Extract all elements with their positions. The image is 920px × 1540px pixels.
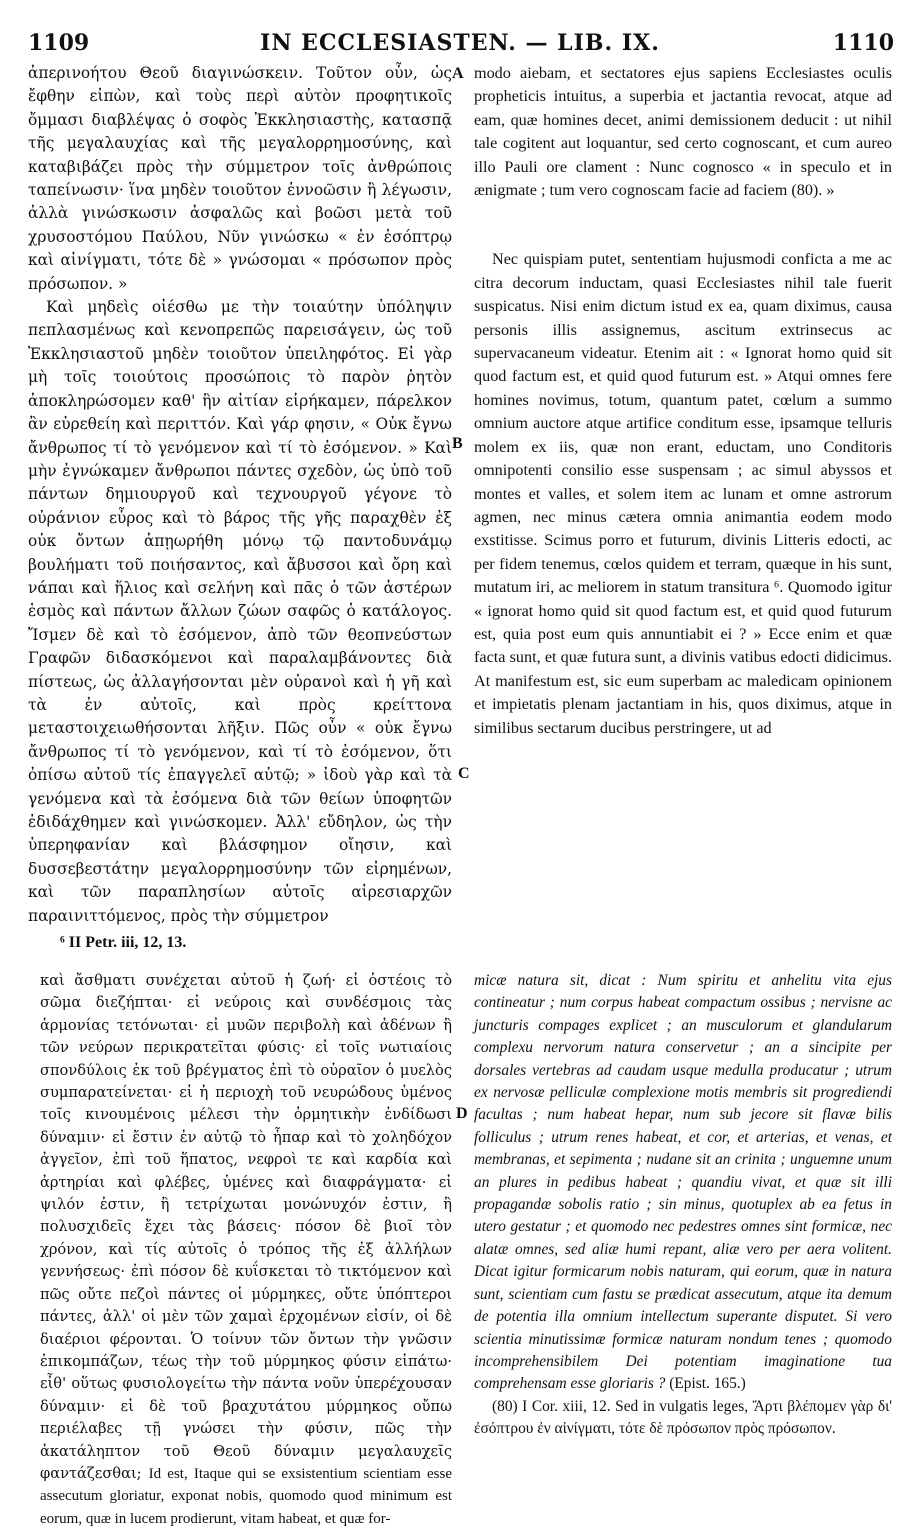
latin-column-top [474,62,892,740]
footnote: ⁶ II Petr. iii, 12, 13. [60,934,187,951]
latin-italic-note [474,970,892,1396]
latin-italic-body: micæ natura sit, dicat : Num spiritu et anhelitu vita ejus contineatur ; num corpus habeat compactum ossibus ; nervisne ac juncturis compages explicet ; an musculorum et glandularum complexu nervorum natura conservetur ; an a sincipite per dorsales vertebras ad caudam usque medulla producatur ; utrum ex nervosæ pelliculæ complexione motis membris sit progrediendi facultas ; num habeat hepar, num sub jecore sit flavæ bilis folliculus ; utrum renes habeat, et cor, et arterias, et venas, et membranas, et sepimenta ; nudane sit an crinita ; unguemne unum an plures in pedibus habeat ; quandiu vivat, et quæ sit illi propagandæ sobolis ratio ; sin minus, quotuplex ab ea fetus in utero gestatur ; et quomodo nec pedestres omnes sint formicæ, nec alatæ omnes, sed aliæ humi repant, aliæ vero per aera volitent. Dicat igitur formicarum nobis naturam, qui eorum, quæ in natura sunt, scientiam cum fastu se prædicat assecutum, atque ita demum de potentia illa omnium intellectum superante disputet. Si vero scientia minutissimæ formicæ naturam nondum tenes ; quomodo incomprehensibilem Dei potentiam imaginatione tua comprehensam esse gloriaris ? [474,972,892,1393]
right-page-number: 1110 [832,30,894,56]
greek-note-text [40,970,452,1530]
paragraph-gap [474,202,892,248]
latin-paragraph: modo aiebam, et sectatores ejus sapiens Ecclesiastes oculis propheticis intuitus, a superbia et jactantia revocat, atque ad eam, quæ homines decet, animi demissionem deducit : ut nihil tale cogitent aut loquantur, sed certo cognoscant, et cum aureo illo Pauli ore clament : Nunc cognosco « in speculo et in ænigmate ; tum vero cognoscam facie ad faciem (80). » [474,64,892,200]
latin-column-bottom [474,970,892,1441]
note-80: (80) I Cor. xiii, 12. Sed in vulgatis leges, Ἄρτι βλέπομεν γὰρ δι' ἐσόπτρου ἐν αἰνίγματι, τότε δὲ πρόσωπον πρὸς πρόσωπον. [474,1397,892,1438]
margin-letter-d: D [456,1105,468,1122]
greek-column-top [28,62,452,928]
margin-letter-b: B [452,435,463,452]
greek-paragraph: Καὶ μηδεὶς οἰέσθω με τὴν τοιαύτην ὑπόληψιν πεπλασμένως καὶ κενοπρεπῶς παρεισάγειν, ὡς τοῦ Ἐκκλησιαστοῦ μηδὲν τοιοῦτον ὑπειληφότος. Εἰ γὰρ μὴ τοῖς τοιούτοις προσώποις τὸ παρὸν ῥητὸν ἀποκληρώσομεν καθ' ἣν αἰτίαν εἰρήκαμεν, πάρελκον ἂν εὑρεθείη καὶ περιττόν. Καὶ γάρ φησιν, « Οὐκ ἔγνω ἄνθρωπος τί τὸ γενόμενον καὶ τί τὸ ἐσόμενον. » Καὶ μὴν ἐγνώκαμεν ἄνθρωποι πάντες σχεδὸν, ὡς ὑπὸ τοῦ πάντων δημιουργοῦ καὶ τεχνουργοῦ γέγονε τὸ οὐράνιον εὖρος καὶ τὸ βάρος τῆς γῆς παραχθὲν ἐξ οὐκ ὄντων ἀπῃωρήθη μόνῳ τῷ παντοδυνάμῳ βουλήματι τοῦ ποιήσαντος, καὶ ἄβυσσοι καὶ ὄρη καὶ νάπαι καὶ ἥλιος καὶ σελήνη καὶ πᾶς ὁ τῶν ἀστέρων ἑσμὸς καὶ πάντων ἄλλων ζώων σαφῶς ὁ κατάλογος. Ἴσμεν δὲ καὶ τὸ ἐσόμενον, ἀπὸ τῶν θεοπνεύστων Γραφῶν διδασκόμενοι καὶ παραλαμβάνοντες διὰ πίστεως, ὡς ἀλλαγήσονται μὲν οὐρανοὶ καὶ ἡ γῆ καὶ τὰ ἐν αὐτοῖς, καὶ πρὸς κρείττονα μεταστοιχειωθήσονται λῆξιν. Πῶς οὖν « οὐκ ἔγνω ἄνθρωπος τί τὸ γενόμενον, καὶ τί τὸ ἐσόμενον, ὅτι ὀπίσω αὐτοῦ τίς ἐπαγγελεῖ αὐτῷ; » ἰδοὺ γὰρ καὶ τὰ γενόμενα καὶ τὰ ἐσόμενα διὰ τῶν θείων ὑποφητῶν ἐδιδάχθημεν καὶ γινώσκομεν. Ἀλλ' εὔδηλον, ὡς τὴν ὑπερηφανίαν καὶ βλάσφημον οἴησιν, καὶ δυσσεβεστάτην μεγαλορρημοσύνην τῶν εἰρημένων, καὶ τῶν παραπλησίων αὐτοῖς αἱρεσιαρχῶν παραινιττόμενος, πρὸς τὴν σύμμετρον [28,298,452,925]
epistle-reference: (Epist. 165.) [669,1375,746,1393]
greek-note-body: καὶ ἄσθματι συνέχεται αὐτοῦ ἡ ζωή· εἰ ὀστέοις τὸ σῶμα διεζήπται· εἰ νεύροις καὶ συνδέσμοις τὰς ἁρμονίας τετόνωται· εἰ μυῶν περιβολὴ καὶ ἀδένων ἢ τῶν νεύρων περικρατεῖται φύσις· εἰ τοῖς νωτιαίοις σπονδύλοις ἐκ τοῦ βρέγματος ἐπὶ τὸ οὐραῖον ὁ μυελὸς συμπαρατείνεται· εἰ ἡ περιοχὴ τοῦ νευρώδους ὑμένος τοῖς κινουμένοις μέλεσι τὴν ὁρμητικὴν ἐνδίδωσι δύναμιν· εἰ ἔστιν ἐν αὐτῷ τὸ ἧπαρ καὶ τὸ χοληδόχον ἀγγεῖον, ἐπὶ τοῦ ἥπατος, νεφροὶ τε καὶ καρδία καὶ ἀρτηρίαι καὶ φλέβες, ὑμένες καὶ διαφράγματα· εἰ ψιλόν ἐστιν, ἢ τετρίχωται μονώνυχόν ἐστιν, ἢ πολυσχιδεῖς ἔχει τὰς βάσεις· πόσον δὲ βιοῖ τὸν χρόνον, καὶ τίς αὐτοῖς ὁ τρόπος τῆς ἐξ ἀλλήλων γεννήσεως· ἐπὶ πόσον δὲ κυΐσκεται τὸ τικτόμενον καὶ πῶς οὔτε πεζοὶ πάντες οἱ μύρμηκες, οὔτε ὑπόπτεροι πάντες, ἀλλ' οἱ μὲν τῶν χαμαὶ ἐρχομένων εἰσίν, οἱ δὲ διαέριοι φέρονται. Ὁ τοίνυν τῶν ὄντων τὴν γνῶσιν ἐπικομπάζων, τέως τὴν τοῦ μύρμηκος φύσιν εἰπάτω· εἶθ' οὕτως φυσιολογείτω τὴν πάντα νοῦν ὑπερέχουσαν δύναμιν· εἰ δὲ τοῦ βραχυτάτου μύρμηκος οὔπω περιέλαβες τῇ γνώσει τὴν φύσιν, πῶς τὴν ἀκατάληπτον τοῦ Θεοῦ δύναμιν μεγαλαυχεῖς φαντάζεσθαι; [40,972,452,1482]
greek-paragraph: ἀπερινοήτου Θεοῦ διαγινώσκειν. Τοῦτον οὖν, ὡς ἔφθην εἰπὼν, καὶ τοὺς περὶ αὐτὸν προφητικοῖς ὄμμασι διαβλέψας ὁ σοφὸς Ἐκκλησιαστὴς, κατασπᾷ τῆς μεγαλαυχίας καὶ τῆς μεγαλορρημοσύνης, καὶ καταβιβάζει πρὸς τὴν σύμμετρον τοῖς ἀνθρώποις ταπείνωσιν· ἵνα μηδὲν τοιοῦτον ἐννοῶσιν ἢ λέγωσιν, ἀλλὰ γινώσκωσιν ἀσφαλῶς καὶ βοῶσι μετὰ τοῦ χρυσοστόμου Παύλου, Νῦν γινώσκω « ἐν ἐσόπτρῳ καὶ αἰνίγματι, τότε δὲ » γνώσομαι « πρόσωπον πρὸς πρόσωπον. » [28,64,452,293]
latin-inline-note: Id est, Itaque qui se exsistentium scientiam esse assecutum gloriatur, exponat nobis, quomodo quod minimum est eorum, quæ in lucem prodierunt, vitam habeat, et quæ for- [40,1465,452,1527]
running-title: IN ECCLESIASTEN. — LIB. IX. [260,30,660,56]
latin-paragraph: Nec quispiam putet, sententiam hujusmodi conficta a me ac citra decorum inductam, quasi Ecclesiastes nihil tale fuerit suspicatus. Nisi enim dictum istud ex ea, quam diximus, causa personis illis assignemus, ascitum extrinsecus ac supervacaneum videatur. Etenim ait : « Ignorat homo quid sit quod factum est, et quid quod futurum est. » Atqui omnes fere homines novimus, totum, quantum patet, cœlum a summo omnium auctore atque artifice conditum esse, ipsamque telluris molem ex iis, quæ non erant, eductam, uno Conditoris omnipotenti consilio esse suspensam ; ac simul abyssos et montes et valles, et solem item ac lunam et omne astrorum agmen, nec minus cætera omnia animantia eodem modo exstitisse. Scimus porro et futurum, divinis Litteris edocti, ac per fidem tenemus, cœlos quidem et terram, quæque in his sunt, mutatum iri, ac meliorem in statum transitura ⁶. Quomodo igitur « ignorat homo quid sit quod factum est, et quid quod futurum est, quia post eum quis annuntiabit ei ? » Ecce enim et quæ facta sunt, et quæ futura sunt, a divinis vatibus edocti didicimus. At manifestum est, sic eum superbam ac maledicam opinionem et impietatis plenam jactantiam in his, quos diximus, atque in similibus sectarum ducibus perstringere, ut ad [474,250,892,737]
left-page-number: 1109 [28,30,90,56]
margin-letter-c: C [458,765,470,782]
greek-column-bottom [40,970,452,1530]
margin-letter-a: A [452,65,464,82]
